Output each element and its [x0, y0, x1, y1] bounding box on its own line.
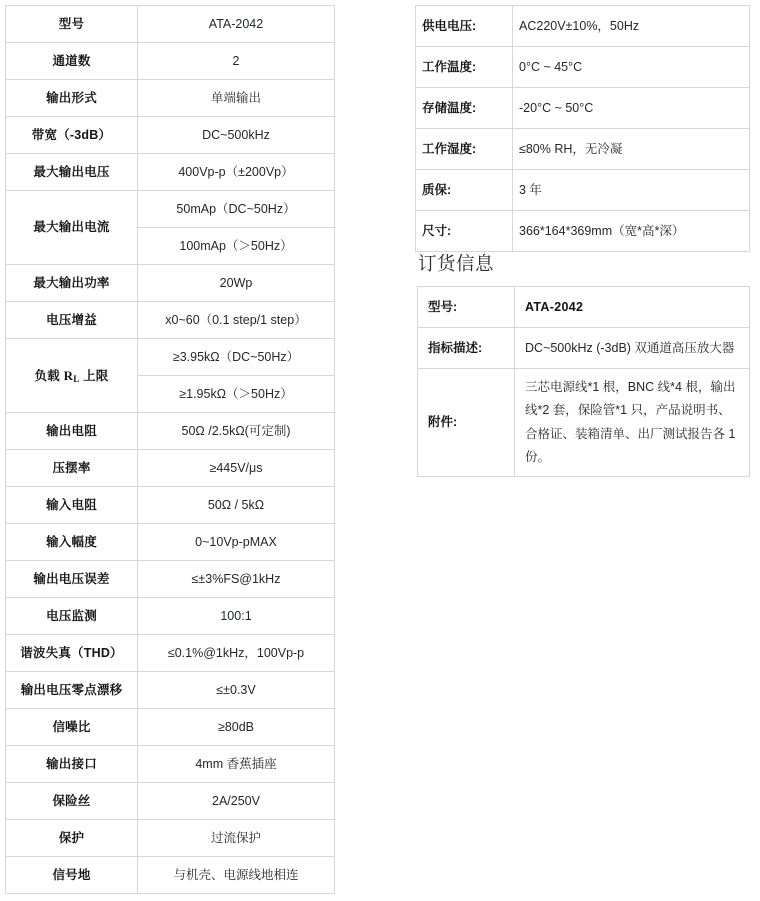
spec-value: 0~10Vp-pMAX: [138, 524, 335, 561]
table-row: [6, 413, 335, 450]
specifications-table-body: [6, 6, 335, 894]
spec-value: ≥445V/μs: [138, 450, 335, 487]
spec-value: x0~60（0.1 step/1 step）: [138, 302, 335, 339]
spec-value: ≤±0.3V: [138, 672, 335, 709]
spec-value: 50Ω /2.5kΩ(可定制): [138, 413, 335, 450]
spec-label: 压摆率: [6, 450, 138, 487]
spec-label: 带宽（-3dB）: [6, 117, 138, 154]
table-row: [416, 211, 750, 252]
environment-table: [415, 5, 750, 252]
table-row: [416, 129, 750, 170]
env-value: -20°C ~ 50°C: [513, 88, 750, 129]
table-row: [6, 672, 335, 709]
env-label: 尺寸:: [416, 211, 513, 252]
table-row: [6, 635, 335, 672]
environment-table-container: [415, 5, 749, 252]
table-row: [6, 80, 335, 117]
spec-label: 输出电压零点漂移: [6, 672, 138, 709]
spec-label: 最大输出电压: [6, 154, 138, 191]
env-value: 3 年: [513, 170, 750, 211]
order-model-label: 型号:: [418, 287, 515, 328]
spec-value: ATA-2042: [138, 6, 335, 43]
spec-value: 400Vp-p（±200Vp）: [138, 154, 335, 191]
ordering-information-title: 订货信息: [418, 253, 495, 274]
spec-label: 保护: [6, 820, 138, 857]
table-row: [416, 6, 750, 47]
spec-value: 与机壳、电源线地相连: [138, 857, 335, 894]
table-row: [6, 154, 335, 191]
table-row: [6, 43, 335, 80]
ordering-information-table-body: [418, 287, 750, 477]
env-label: 供电电压:: [416, 6, 513, 47]
spec-label: 输出电压误差: [6, 561, 138, 598]
spec-value: 100:1: [138, 598, 335, 635]
table-row: [6, 709, 335, 746]
spec-value: 50mAp（DC~50Hz）: [138, 191, 335, 228]
spec-value: ≥1.95kΩ（＞50Hz）: [138, 376, 335, 413]
spec-label: 信噪比: [6, 709, 138, 746]
spec-label: 型号: [6, 6, 138, 43]
table-row: [416, 170, 750, 211]
table-row: [6, 598, 335, 635]
spec-label: 电压监测: [6, 598, 138, 635]
environment-table-body: [416, 6, 750, 252]
spec-value: 2A/250V: [138, 783, 335, 820]
table-row: [6, 302, 335, 339]
spec-value: 100mAp（＞50Hz）: [138, 228, 335, 265]
spec-value: ≤0.1%@1kHz，100Vp-p: [138, 635, 335, 672]
rl-subscript: L: [73, 373, 80, 384]
order-model-value: ATA-2042: [515, 287, 750, 328]
table-row: [6, 561, 335, 598]
table-row: [6, 783, 335, 820]
spec-value: 2: [138, 43, 335, 80]
table-row: [6, 6, 335, 43]
table-row: [6, 117, 335, 154]
spec-label: 输出接口: [6, 746, 138, 783]
spec-value: ≥3.95kΩ（DC~50Hz）: [138, 339, 335, 376]
spec-value: 50Ω / 5kΩ: [138, 487, 335, 524]
env-label: 存储温度:: [416, 88, 513, 129]
ordering-information-section: [417, 253, 749, 477]
table-row: [418, 287, 750, 328]
spec-value: 20Wp: [138, 265, 335, 302]
order-accessories-value: 三芯电源线*1 根，BNC 线*4 根，输出线*2 套，保险管*1 只，产品说明书、合格证、装箱清单、出厂测试报告各 1 份。: [515, 369, 750, 477]
table-row: [6, 265, 335, 302]
spec-label: 通道数: [6, 43, 138, 80]
table-row: [418, 369, 750, 477]
env-value: AC220V±10%，50Hz: [513, 6, 750, 47]
spec-value: DC~500kHz: [138, 117, 335, 154]
env-value: ≤80% RH，无冷凝: [513, 129, 750, 170]
spec-label: 最大输出电流: [6, 191, 138, 265]
specifications-table-container: [5, 5, 334, 894]
spec-label: 输出形式: [6, 80, 138, 117]
spec-label: 谐波失真（THD）: [6, 635, 138, 672]
spec-label: 输入电阻: [6, 487, 138, 524]
spec-label: 最大输出功率: [6, 265, 138, 302]
spec-value: ≥80dB: [138, 709, 335, 746]
spec-label: 保险丝: [6, 783, 138, 820]
table-row: [6, 487, 335, 524]
rl-symbol: RL: [63, 367, 80, 384]
table-row: [416, 47, 750, 88]
env-value: 0°C ~ 45°C: [513, 47, 750, 88]
table-row: [6, 339, 335, 376]
ordering-information-table: [417, 286, 750, 477]
env-label: 工作湿度:: [416, 129, 513, 170]
order-description-label: 指标描述:: [418, 328, 515, 369]
spec-label: 输出电阻: [6, 413, 138, 450]
spec-value: 单端输出: [138, 80, 335, 117]
env-label: 质保:: [416, 170, 513, 211]
spec-value: 4mm 香蕉插座: [138, 746, 335, 783]
table-row: [6, 857, 335, 894]
table-row: [6, 820, 335, 857]
table-row: [6, 524, 335, 561]
table-row: [6, 450, 335, 487]
table-row: [418, 328, 750, 369]
env-label: 工作温度:: [416, 47, 513, 88]
spec-label: 信号地: [6, 857, 138, 894]
spec-label-load-rl: 负载 RL 上限: [6, 339, 138, 413]
order-description-value: DC~500kHz (-3dB) 双通道高压放大器: [515, 328, 750, 369]
spec-value: 过流保护: [138, 820, 335, 857]
spec-value: ≤±3%FS@1kHz: [138, 561, 335, 598]
table-row: [6, 746, 335, 783]
env-value: 366*164*369mm（宽*高*深）: [513, 211, 750, 252]
order-accessories-label: 附件:: [418, 369, 515, 477]
spec-label: 电压增益: [6, 302, 138, 339]
table-row: [416, 88, 750, 129]
table-row: [6, 191, 335, 228]
spec-label: 输入幅度: [6, 524, 138, 561]
specifications-table: [5, 5, 335, 894]
